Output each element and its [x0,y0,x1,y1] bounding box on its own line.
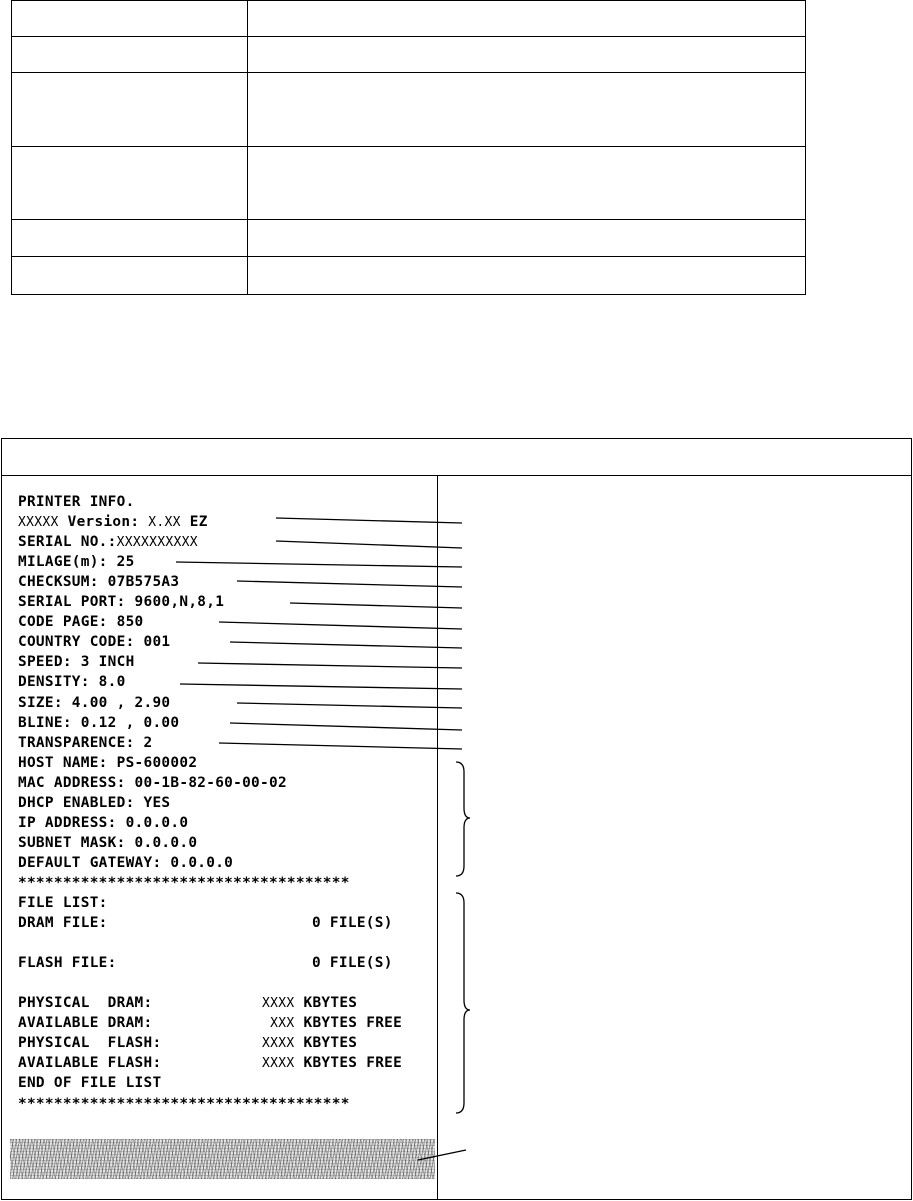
printout-key: COUNTRY CODE: 001 [18,634,171,651]
printout-key: FLASH FILE: [18,955,117,972]
printout-line [18,512,208,532]
printout-line [18,1033,358,1053]
printout-rightval: XXXX [262,1036,295,1052]
printout-line [18,893,108,913]
printout-key: DEFAULT GATEWAY: 0.0.0.0 [18,854,234,871]
printout-line [18,693,170,713]
printout-key: MAC ADDRESS: 00-1B-82-60-00-02 [18,774,287,791]
printout-line [18,632,170,652]
printout-key: END OF FILE LIST [18,1075,162,1092]
printout-line [18,953,393,973]
printout-right-column [262,1033,357,1054]
printout-key: AVAILABLE DRAM: [18,1015,153,1032]
printout-line [18,612,144,632]
printout-pre: XXXXX [18,515,59,531]
printout-right-column [312,953,393,973]
printout-rightval: XXXX [262,1056,295,1072]
printout-line [18,753,197,773]
printout-key: MILAGE(m): 25 [18,554,135,571]
printout-key: FILE LIST: [18,895,108,911]
printout-key: ************************************* [18,1095,350,1112]
printout-line [18,592,224,612]
printout-key: SUBNET MASK: 0.0.0.0 [18,834,198,851]
printout-right: 0 FILE(S) [312,915,393,932]
printout-key: CHECKSUM: 07B575A3 [18,574,180,591]
printout-key: SPEED: 3 INCH [18,654,135,671]
printout-right-column [312,913,393,933]
printout-key: SERIAL NO.: [18,534,117,551]
printout-line [18,853,233,873]
printout-key: BLINE: 0.12 , 0.00 [18,714,180,731]
table-row [11,73,806,147]
frame-header-divider [2,475,911,476]
table-row [11,147,806,220]
printout-right: KBYTES FREE [294,1015,403,1032]
column-divider [247,0,248,295]
printout-right-column [262,1053,402,1074]
printout-line [18,532,198,552]
printout-line [18,993,358,1013]
table-row [11,37,806,73]
printout-right: KBYTES [294,995,358,1012]
printout-right: 0 FILE(S) [312,955,393,972]
printout-rightval: XXX [262,1016,295,1032]
printout-rightval: XXXX [262,996,295,1012]
printout-key: PHYSICAL FLASH: [18,1035,162,1052]
printout-val: X.XX [148,515,181,531]
printout-line [18,773,287,793]
printout-line [18,913,393,933]
print-test-pattern [10,1139,435,1179]
table-row [11,220,806,257]
printout-line [18,652,135,672]
printout-key: SERIAL PORT: 9600,N,8,1 [18,594,225,611]
printout-val: XXXXXXXXXX [116,535,198,551]
printout-key: ************************************* [18,874,350,891]
printout-right-column [262,993,357,1014]
printout-key: CODE PAGE: 850 [18,614,144,631]
printout-key: DRAM FILE: [18,915,108,932]
printout-line [18,1094,350,1114]
printout-line [18,813,188,833]
printout-key: HOST NAME: PS-600002 [18,754,198,771]
printout-line [18,713,179,733]
printout-line [18,492,135,512]
frame-column-divider [437,475,438,1199]
printout-line [18,1013,403,1033]
printout-line [18,572,179,592]
printout-line [18,873,350,893]
info-table [11,0,806,295]
printout-key: DENSITY: 8.0 [18,674,126,691]
printout-right: KBYTES FREE [294,1055,403,1072]
printout-key: Version: [58,514,149,531]
printout-post: EZ [180,514,208,531]
printout-line [18,833,197,853]
printout-line [18,793,170,813]
printout-key: DHCP ENABLED: YES [18,794,171,811]
printout-line [18,733,152,753]
table-row [11,0,806,37]
printout-key: IP ADDRESS: 0.0.0.0 [18,814,189,831]
printout-rest: . [125,494,135,510]
printout-key: TRANSPARENCE: 2 [18,734,153,751]
printout-right-column [262,1013,402,1034]
printout-key: SIZE: 4.00 , 2.90 [18,694,171,711]
printout-line [18,1073,161,1093]
printout-key: PRINTER INFO [18,494,126,510]
printout-key: PHYSICAL DRAM: [18,995,153,1012]
printout-right: KBYTES [294,1035,358,1052]
printout-line [18,1053,403,1073]
printout-key: AVAILABLE FLASH: [18,1055,162,1072]
printout-line [18,552,135,572]
printout-line [18,672,126,692]
